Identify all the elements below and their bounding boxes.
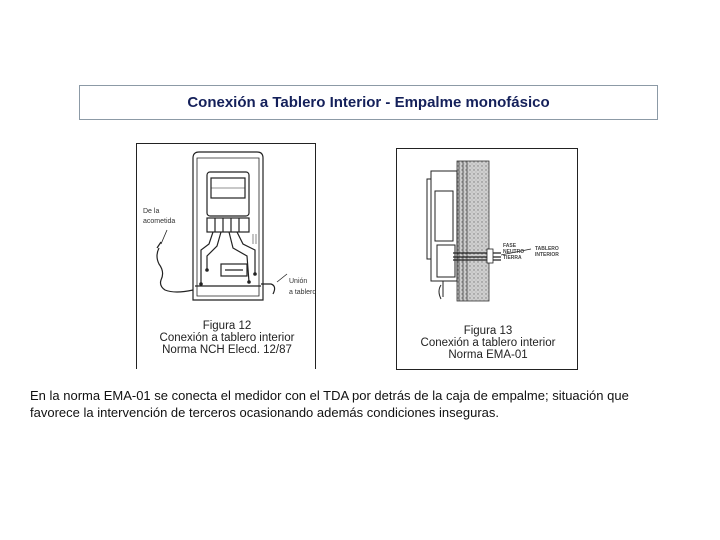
body-line: favorece la intervención de terceros ocasionando además condiciones inseguras.: [30, 405, 500, 420]
figure-13-caption-line: Conexión a tablero interior: [420, 337, 556, 349]
figure-13-caption: [397, 325, 579, 361]
figure-13: [396, 148, 578, 370]
figure-12-caption-line: Norma NCH Elecd. 12/87: [162, 344, 292, 356]
figure-13-caption-line: Norma EMA-01: [448, 349, 528, 361]
tablero-label-line1: TABLERO: [535, 246, 559, 252]
body-paragraph: [30, 387, 700, 421]
acometida-label-line2: acometida: [143, 218, 176, 225]
figure-13-caption-line: Figura 13: [463, 325, 513, 337]
figure-12-caption: [137, 320, 317, 356]
page-title: Conexión a Tablero Interior - Empalme monofásico: [187, 94, 550, 111]
figure-12: [136, 143, 316, 369]
figure-12-caption-line: Figura 12: [202, 320, 252, 332]
fase-label: FASE: [503, 243, 517, 249]
union-label-line2: a tablero: [289, 289, 317, 296]
tierra-label: TIERRA: [503, 255, 522, 261]
figure-12-caption-line: Conexión a tablero interior: [159, 332, 295, 344]
neutro-label: NEUTRO: [503, 249, 525, 255]
body-line: En la norma EMA-01 se conecta el medidor con el TDA por detrás de la caja de empalme; situación que: [30, 388, 629, 403]
title-box: [79, 85, 658, 120]
union-label-line1: Unión: [289, 278, 308, 285]
acometida-label-line1: De la: [143, 208, 160, 215]
tablero-label-line2: INTERIOR: [535, 252, 559, 258]
